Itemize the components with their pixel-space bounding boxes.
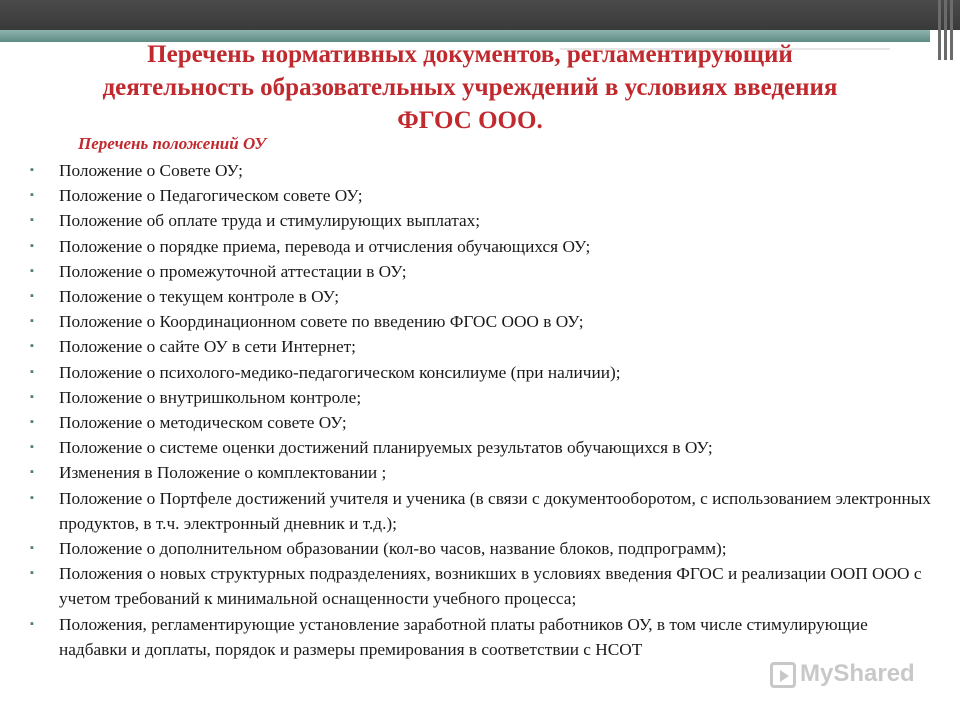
list-item-text: Положение о Портфеле достижений учителя и ученика (в связи с документооборотом, с использованием электронных продуктов, в т.ч. электронный дневник и т.д.); [59,488,931,533]
list-item [30,410,935,435]
bullet-icon: ▪ [30,239,34,252]
bullet-icon: ▪ [30,466,34,479]
list-item [30,259,935,284]
document-list [30,158,935,662]
list-item [30,234,935,259]
bullet-icon: ▪ [30,567,34,580]
list-item [30,309,935,334]
bullet-icon: ▪ [30,617,34,630]
play-icon [770,662,796,688]
title-line: деятельность образовательных учреждений в условиях введения [102,74,838,101]
list-item-text: Положение о психолого-медико-педагогическом консилиуме (при наличии); [59,362,621,382]
bullet-icon: ▪ [30,290,34,303]
list-item [30,334,935,359]
bullet-icon: ▪ [30,214,34,227]
bullet-icon: ▪ [30,315,34,328]
list-item-text: Положение о методическом совете ОУ; [59,413,347,433]
list-item-text: Положения о новых структурных подразделениях, возникших в условиях введения ФГОС и реализации ООП ООО с учетом требований к минимальной оснащенности учебного процесса; [59,564,922,609]
bullet-icon: ▪ [30,340,34,353]
list-item-text: Изменения в Положение о комплектовании ; [59,463,387,483]
bullet-icon: ▪ [30,164,34,176]
watermark-logo [770,660,915,688]
watermark-text: MyShared [800,660,915,687]
list-item [30,435,935,460]
bullet-icon: ▪ [30,264,34,277]
list-item-text: Положение о текущем контроле в ОУ; [59,287,340,307]
list-item-text: Положение о Совете ОУ; [59,161,243,180]
list-item [30,284,935,309]
list-item-text: Положение об оплате труда и стимулирующих выплатах; [59,211,481,231]
list-item-text: Положение о внутришкольном контроле; [59,387,362,407]
list-item [30,208,935,233]
list-item-text: Положение о Координационном совете по введению ФГОС ООО в ОУ; [59,312,584,332]
bullet-icon: ▪ [30,491,34,504]
bullet-icon: ▪ [30,189,34,202]
title-line: Перечень нормативных документов, регламентирующий [147,41,793,68]
bullet-icon: ▪ [30,365,34,378]
slide-subtitle: Перечень положений ОУ [78,134,267,153]
title-line: ФГОС ООО. [397,107,543,134]
list-item [30,385,935,410]
list-item [30,460,935,485]
bullet-icon: ▪ [30,542,34,555]
list-item [30,360,935,385]
slide-title [20,38,920,137]
top-dark-bar [0,0,960,30]
list-item-text: Положение о системе оценки достижений планируемых результатов обучающихся в ОУ; [59,438,713,458]
list-item-text: Положение о сайте ОУ в сети Интернет; [59,337,356,357]
list-item [30,536,935,561]
list-item-text: Положение о Педагогическом совете ОУ; [59,186,363,206]
list-item [30,183,935,208]
list-item [30,486,935,536]
list-item-text: Положение о дополнительном образовании (кол-во часов, название блоков, подпрограмм); [59,539,727,559]
list-item [30,612,935,662]
bullet-icon: ▪ [30,416,34,429]
list-item-text: Положения, регламентирующие установление заработной платы работников ОУ, в том числе стимулирующие надбавки и доплаты, порядок и размеры премирования в соответствии с НСОТ [59,614,868,659]
list-item [30,561,935,611]
list-item [30,158,935,183]
list-item-text: Положение о промежуточной аттестации в ОУ; [59,261,407,281]
bullet-icon: ▪ [30,441,34,454]
corner-decoration [930,0,960,60]
list-item-text: Положение о порядке приема, перевода и отчисления обучающихся ОУ; [59,236,591,256]
bullet-icon: ▪ [30,390,34,403]
